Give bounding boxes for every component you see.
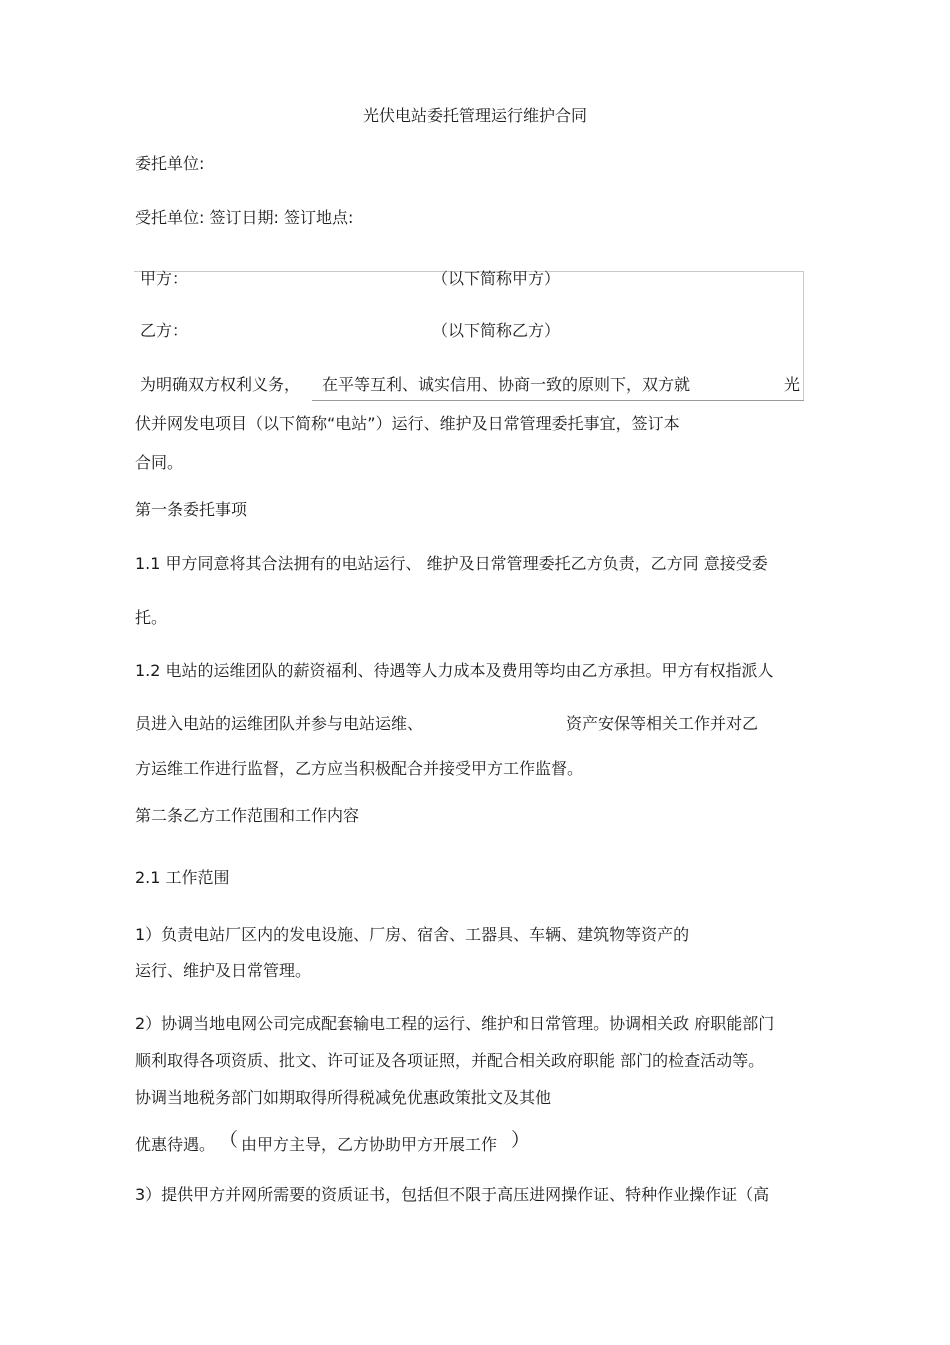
item-2-line-4b: 由甲方主导，乙方协助甲方开展工作 [241,1135,498,1154]
article-1-heading: 第一条委托事项 [135,500,248,519]
clause-1-1-line-1: 1.1 甲方同意将其合法拥有的电站运行、 维护及日常管理委托乙方负责，乙方同 意接受委 [135,554,768,573]
commissioning-unit-label: 委托单位: [135,154,205,173]
item-2-line-4a: 优惠待遇。 [135,1135,216,1154]
party-a-note: （以下简称甲方） [432,269,561,288]
clause-1-2-line-3: 方运维工作进行监督，乙方应当积极配合并接受甲方工作监督。 [135,759,584,778]
clause-1-2-line-1: 1.2 电站的运维团队的薪资福利、待遇等人力成本及费用等均由乙方承担。甲方有权指派人 [135,661,774,680]
parties-box-underline [312,400,804,401]
party-a-label: 甲方： [140,269,189,288]
item-1-line-2: 运行、维护及日常管理。 [135,961,312,980]
item-2-line-3: 协调当地税务部门如期取得所得税减免优惠政策批文及其他 [135,1088,552,1107]
item-2-open-paren: （ [219,1129,239,1151]
clause-1-2-line-2b: 资产安保等相关工作并对乙 [566,714,759,733]
item-2-line-2: 顺利取得各项资质、批文、许可证及各项证照，并配合相关政府职能 部门的检查活动等。 [135,1051,765,1070]
clause-1-2-line-2a: 员进入电站的运维团队并参与电站运维、 [135,714,424,733]
header-info-line: 受托单位: 签订日期: 签订地点: [135,208,354,227]
item-3-line-1: 3）提供甲方并网所需要的资质证书，包括但不限于高压进网操作证、特种作业操作证（高 [135,1185,770,1204]
clause-1-1-line-2: 托。 [135,608,168,627]
party-b-note: （以下简称乙方） [432,321,561,340]
item-2-line-1: 2）协调当地电网公司完成配套输电工程的运行、维护和日常管理。协调相关政 府职能部门 [135,1014,775,1033]
party-b-label: 乙方： [140,321,189,340]
intro-line-2: 伏并网发电项目（以下简称“电站”）运行、维护及日常管理委托事宜，签订本 [135,414,680,433]
section-2-1-heading: 2.1 工作范围 [135,868,230,887]
intro-right: 光 [784,375,801,394]
intro-line-3: 合同。 [135,453,184,472]
intro-middle: 在平等互利、诚实信用、协商一致的原则下，双方就 [322,375,691,394]
document-title: 光伏电站委托管理运行维护合同 [362,106,587,125]
intro-left: 为明确双方权利义务， [140,375,301,394]
item-2-close-paren: ） [511,1129,531,1151]
item-1-line-1: 1）负责电站厂区内的发电设施、厂房、宿舍、工器具、车辆、建筑物等资产的 [135,925,690,944]
article-2-heading: 第二条乙方工作范围和工作内容 [135,806,360,825]
